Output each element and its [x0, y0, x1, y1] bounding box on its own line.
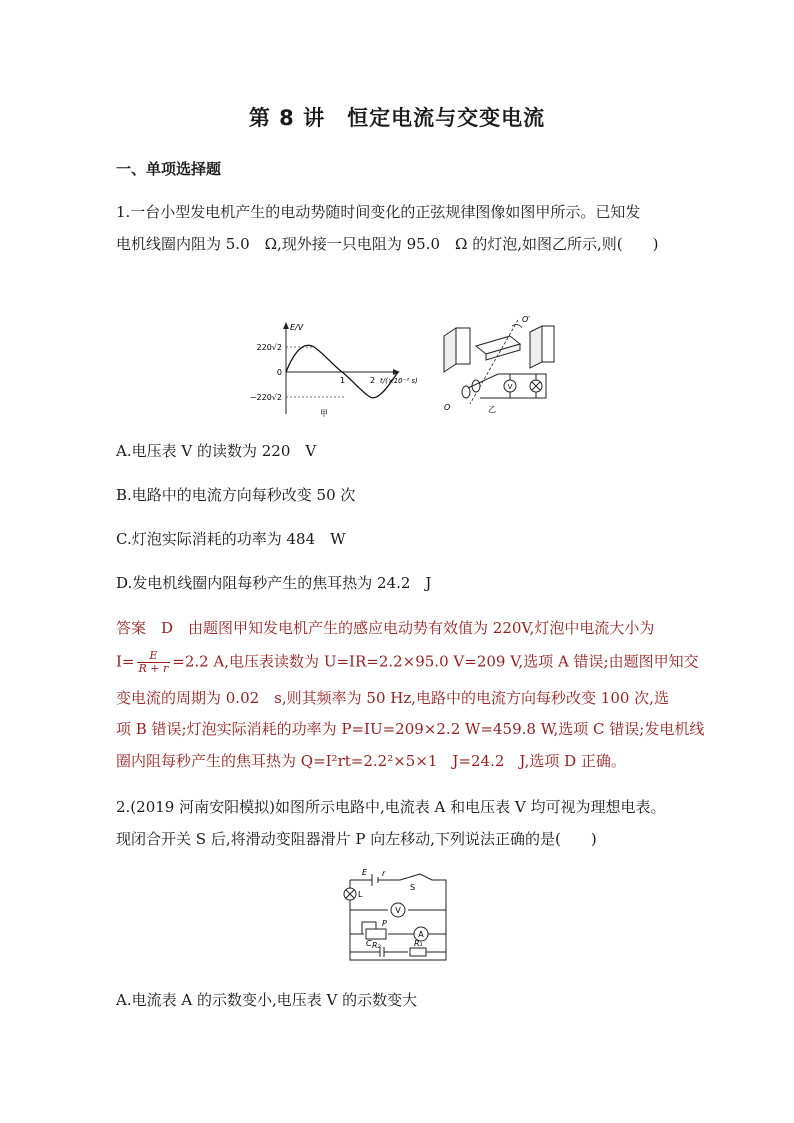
- answer-line-5: 圈内阻每秒产生的焦耳热为 Q=I²rt=2.2²×5×1 J=24.2 J,选项 D 正确。: [116, 752, 626, 770]
- answer-line-2-lead: I=: [116, 652, 135, 671]
- graph-y-label: E/V: [290, 323, 304, 332]
- circuit-label-e: E: [362, 868, 368, 877]
- axis-label-o: O: [444, 403, 451, 412]
- graph-origin-label: 0: [276, 368, 282, 377]
- graph-caption: 甲: [320, 409, 328, 418]
- voltmeter-label: V: [507, 383, 513, 391]
- circuit-label-s: S: [410, 883, 416, 892]
- q2-stem-line-2: 现闭合开关 S 后,将滑动变阻器滑片 P 向左移动,下列说法正确的是( ): [116, 830, 597, 848]
- circuit-label-r1: R₁: [414, 939, 423, 948]
- answer-line-2-rest: =2.2 A,电压表读数为 U=IR=2.2×95.0 V=209 V,选项 A 错误;由题图甲知交: [172, 652, 699, 671]
- circuit-label-p: P: [382, 919, 387, 928]
- axis-label-o-prime: O′: [522, 315, 531, 324]
- circuit-label-r2: R₂: [372, 941, 381, 950]
- q1-option-d: D.发电机线圈内阻每秒产生的焦耳热为 24.2 J: [116, 574, 432, 592]
- generator-caption: 乙: [488, 405, 496, 414]
- circuit-label-r: r: [382, 869, 386, 878]
- q2-option-a: A.电流表 A 的示数变小,电压表 V 的示数变大: [116, 991, 418, 1009]
- circuit-label-c: C: [366, 939, 372, 948]
- graph-y-bottom-label: −220√2: [249, 393, 282, 402]
- q1-figure-generator: [436, 312, 566, 416]
- fraction-denominator: R + r: [138, 662, 169, 675]
- q1-stem-line-2: 电机线圈内阻为 5.0 Ω,现外接一只电阻为 95.0 Ω 的灯泡,如图乙所示,则( ): [116, 235, 659, 253]
- circuit-label-l: L: [358, 890, 363, 899]
- fraction-numerator: E: [137, 650, 171, 663]
- section-heading: 一、单项选择题: [116, 160, 222, 178]
- graph-x-tick-2: 2: [370, 376, 376, 385]
- q1-option-b: B.电路中的电流方向每秒改变 50 次: [116, 486, 356, 504]
- graph-x-label: t/(×10⁻² s): [380, 377, 418, 385]
- circuit-label-a: A: [418, 930, 424, 939]
- q1-option-a: A.电压表 V 的读数为 220 V: [116, 442, 317, 460]
- page-title: 第 8 讲 恒定电流与交变电流: [248, 106, 546, 130]
- q1-figure-graph: [244, 318, 434, 422]
- graph-y-top-label: 220√2: [256, 343, 282, 352]
- q1-stem-line-1: 1.一台小型发电机产生的电动势随时间变化的正弦规律图像如图甲所示。已知发: [116, 203, 641, 221]
- q2-stem-line-1: 2.(2019 河南安阳模拟)如图所示电路中,电流表 A 和电压表 V 均可视为理想电表。: [116, 798, 666, 816]
- answer-line-1: 答案 D 由题图甲知发电机产生的感应电动势有效值为 220V,灯泡中电流大小为: [116, 619, 655, 637]
- q1-option-c: C.灯泡实际消耗的功率为 484 W: [116, 530, 346, 548]
- answer-line-2: [116, 650, 699, 675]
- q2-circuit-diagram: [338, 866, 456, 970]
- current-formula-fraction: [137, 650, 171, 675]
- circuit-label-v: V: [395, 906, 401, 915]
- answer-line-3: 变电流的周期为 0.02 s,则其频率为 50 Hz,电路中的电流方向每秒改变 100 次,选: [116, 689, 669, 707]
- answer-line-4: 项 B 错误;灯泡实际消耗的功率为 P=IU=209×2.2 W=459.8 W,选项 C 错误;发电机线: [116, 720, 705, 738]
- graph-x-tick-1: 1: [340, 376, 346, 385]
